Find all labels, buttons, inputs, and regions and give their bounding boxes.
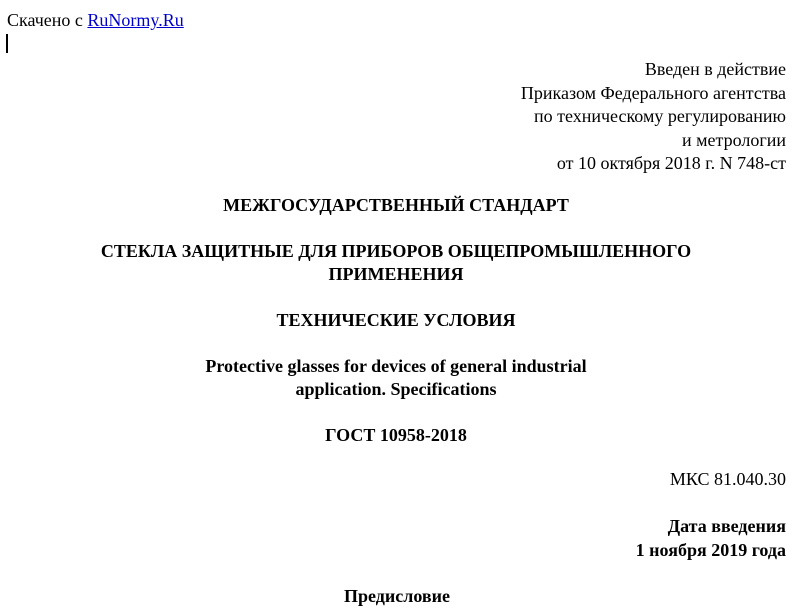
standard-type-heading: МЕЖГОСУДАРСТВЕННЫЙ СТАНДАРТ (223, 195, 569, 215)
title-en (0, 355, 792, 401)
text-cursor (6, 34, 8, 53)
mks-code: МКС 81.040.30 (669, 469, 786, 489)
title-en-line: application. Specifications (295, 379, 497, 399)
title-ru-line: ПРИМЕНЕНИЯ (328, 264, 464, 284)
enactment-block (521, 58, 786, 176)
gost-number: ГОСТ 10958-2018 (325, 425, 467, 445)
download-source-line (7, 11, 184, 29)
enactment-line: по техническому регулированию (533, 106, 786, 126)
enactment-line: от 10 октября 2018 г. N 748-ст (556, 153, 786, 173)
runormy-link[interactable]: RuNormy.Ru (87, 10, 184, 30)
section-heading-foreword: Предисловие (344, 586, 450, 606)
title-ru-line: СТЕКЛА ЗАЩИТНЫЕ ДЛЯ ПРИБОРОВ ОБЩЕПРОМЫШЛЕННОГО (100, 241, 692, 261)
intro-date-label: Дата введения (667, 516, 786, 536)
download-source-prefix: Скачено с (7, 10, 88, 30)
enactment-line: и метрологии (682, 129, 786, 150)
enactment-line: Приказом Федерального агентства (520, 82, 786, 103)
subtitle-ru: ТЕХНИЧЕСКИЕ УСЛОВИЯ (276, 310, 516, 330)
title-en-line: Protective glasses for devices of general industrial (205, 356, 587, 376)
enactment-line: Введен в действие (644, 59, 786, 79)
intro-date-value: 1 ноября 2019 года (635, 540, 786, 560)
title-ru (0, 240, 792, 286)
